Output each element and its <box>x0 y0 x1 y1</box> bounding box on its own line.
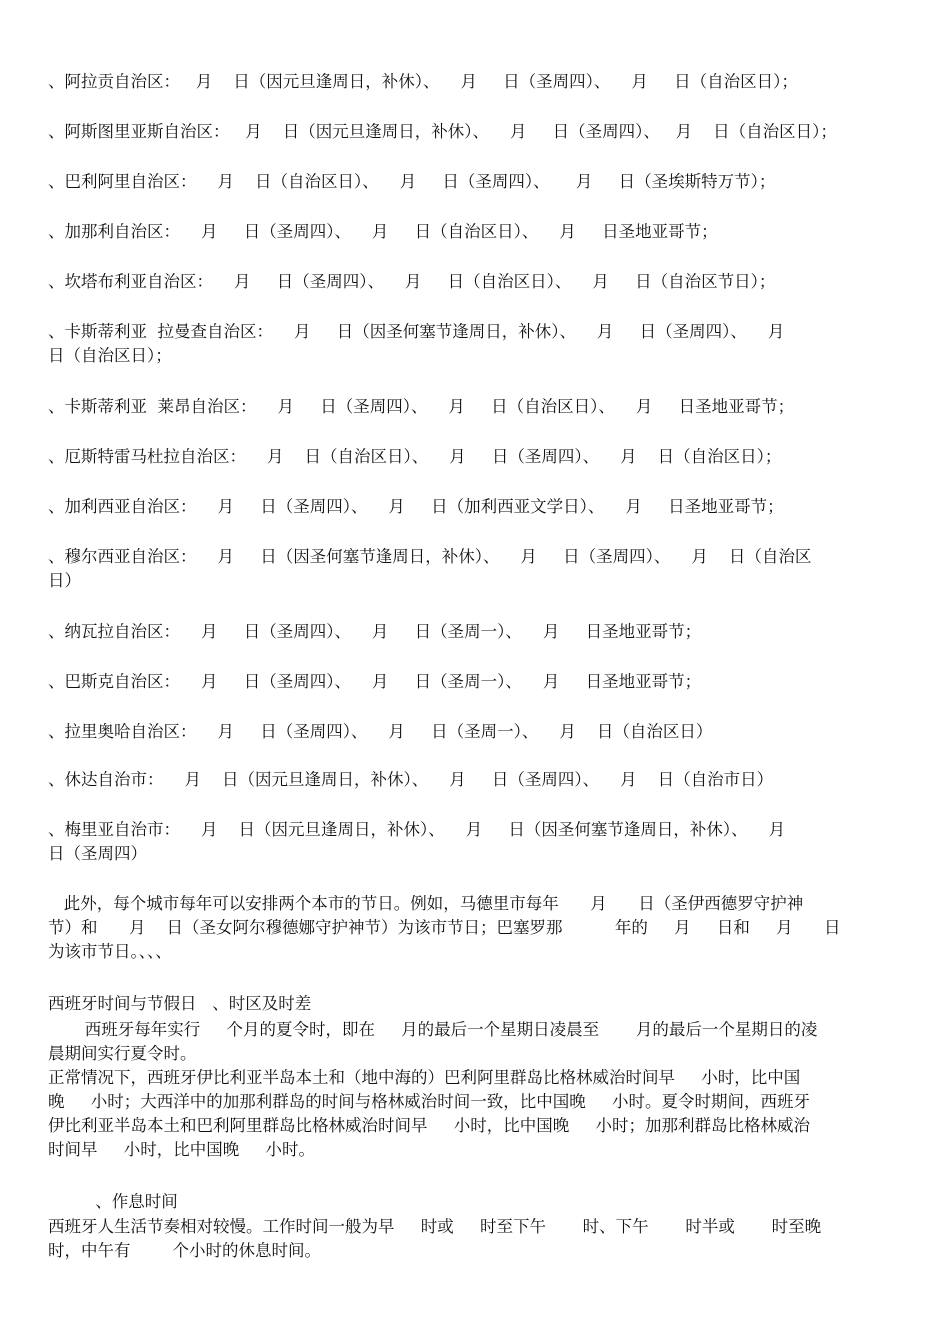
region-castilla-la-mancha: 、卡斯蒂利亚 拉曼查自治区： 月 日（因圣何塞节逢周日，补休）、 月 日（圣周四）、 月 日（自治区日）； <box>48 322 785 365</box>
region-murcia: 、穆尔西亚自治区： 月 日（因圣何塞节逢周日，补休）、 月 日（圣周四）、 月 日（自治区 日） <box>48 547 812 590</box>
region-asturias: 、阿斯图里亚斯自治区： 月 日（因元旦逢周日，补休）、 月 日（圣周四）、 月 日（自治区日）； <box>48 122 837 141</box>
region-galicia: 、加利西亚自治区： 月 日（圣周四）、 月 日（加利西亚文学日）、 月 日圣地亚哥节； <box>48 497 784 516</box>
region-la-rioja: 、拉里奥哈自治区： 月 日（圣周四）、 月 日（圣周一）、 月 日（自治区日） <box>48 722 713 741</box>
region-aragon: 、阿拉贡自治区： 月 日（因元旦逢周日，补休）、 月 日（圣周四）、 月 日（自治区日）； <box>48 72 798 91</box>
region-pais-vasco: 、巴斯克自治区： 月 日（圣周四）、 月 日（圣周一）、 月 日圣地亚哥节； <box>48 672 702 691</box>
city-holidays-paragraph: 此外，每个城市每年可以安排两个本市的节日。例如，马德里市每年 月 日（圣伊西德罗守护神 节）和 月 日（圣女阿尔穆德娜守护神节）为该市节日；巴塞罗那 年的 月 日和 月 日 为该市节日。、、、 <box>48 894 841 961</box>
region-canarias: 、加那利自治区： 月 日（圣周四）、 月 日（自治区日）、 月 日圣地亚哥节； <box>48 222 718 241</box>
worktime-heading: 、作息时间 <box>48 1192 178 1211</box>
timezone-paragraph: 西班牙每年实行 个月的夏令时，即在 月的最后一个星期日凌晨至 月的最后一个星期日的凌 晨期间实行夏令时。 正常情况下，西班牙伊比利亚半岛本土和（地中海的）巴利阿里群岛比格林威治时间早 小时，比中国 晚 小时；大西洋中的加那利群岛的时间与格林威治时间一致，比中国晚 小时。夏令时期间，西班牙 伊比利亚半岛本土和巴利阿里群岛比格林威治时间早 小时，比中国晚 小时；加那利群岛比格林威治 时间早 小时，比中国晚 小时。 <box>48 1020 818 1159</box>
region-ceuta: 、休达自治市： 月 日（因元旦逢周日，补休）、 月 日（圣周四）、 月 日（自治市日） <box>48 770 774 789</box>
region-castilla-leon: 、卡斯蒂利亚 莱昂自治区： 月 日（圣周四）、 月 日（自治区日）、 月 日圣地亚哥节； <box>48 397 795 416</box>
region-cantabria: 、坎塔布利亚自治区： 月 日（圣周四）、 月 日（自治区日）、 月 日（自治区节日）； <box>48 272 776 291</box>
region-navarra: 、纳瓦拉自治区： 月 日（圣周四）、 月 日（圣周一）、 月 日圣地亚哥节； <box>48 622 702 641</box>
region-melilla: 、梅里亚自治市： 月 日（因元旦逢周日，补休）、 月 日（因圣何塞节逢周日，补休）、 月 日（圣周四） <box>48 820 786 863</box>
region-baleares: 、巴利阿里自治区： 月 日（自治区日）、 月 日（圣周四）、 月 日（圣埃斯特万节）； <box>48 172 776 191</box>
region-extremadura: 、厄斯特雷马杜拉自治区： 月 日（自治区日）、 月 日（圣周四）、 月 日（自治区日）； <box>48 447 782 466</box>
worktime-paragraph: 西班牙人生活节奏相对较慢。工作时间一般为早 时或 时至下午 时、下午 时半或 时至晚 时，中午有 个小时的休息时间。 <box>48 1217 822 1260</box>
timezone-heading: 西班牙时间与节假日 、时区及时差 <box>48 994 312 1013</box>
